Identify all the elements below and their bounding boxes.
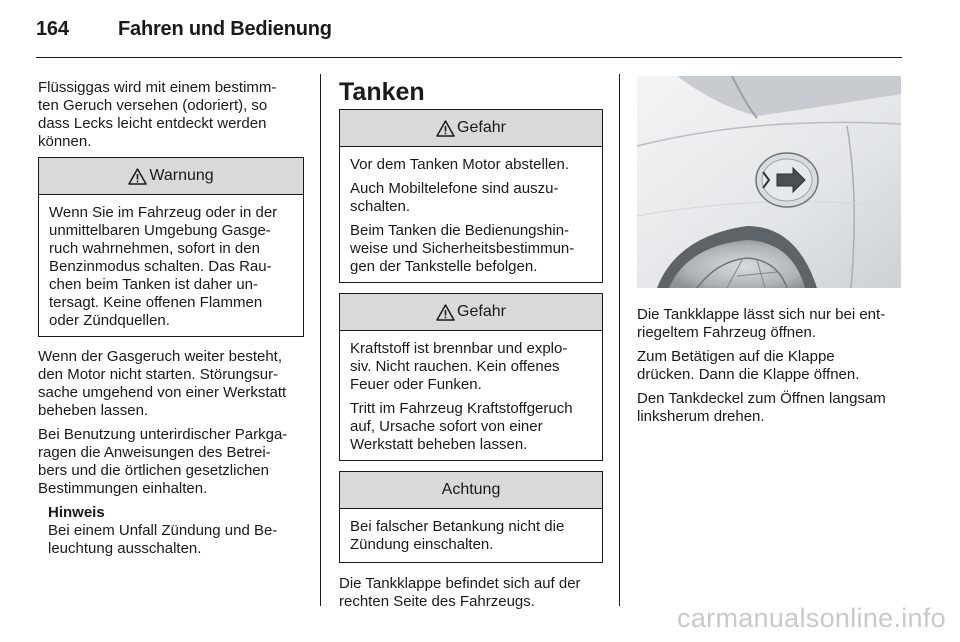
warning-triangle-icon (128, 168, 147, 185)
note-title: Hinweis (48, 504, 105, 521)
danger-text: Vor dem Tanken Motor abstellen. Auch Mobiltelefone sind auszu- schalten. Beim Tanken die Bedienungshin- weise und Sicherheitsbestimmun- gen der Tankstelle befolgen. (350, 156, 575, 275)
warning-title: Warnung (149, 167, 214, 184)
danger-title: Gefahr (457, 119, 506, 136)
danger-box-header (340, 294, 602, 331)
column-1 (38, 79, 304, 558)
paragraph-gas-smell: Wenn der Gasgeruch weiter besteht, den Motor nicht starten. Störungsur- sache umgehend von einer Werkstatt beheben lassen. (38, 348, 287, 419)
warning-triangle-icon (436, 304, 455, 321)
header-rule (36, 57, 902, 58)
watermark: carmanualsonline.info (677, 603, 946, 633)
car-fuel-flap-image (637, 76, 901, 288)
column-2 (339, 77, 603, 617)
fuel-flap-illustration (637, 76, 901, 288)
warning-box-header (39, 158, 303, 195)
page-number: 164 (36, 18, 69, 40)
paragraph-turn-cap: Den Tankdeckel zum Öffnen langsam linksherum drehen. (637, 390, 886, 425)
danger-box (339, 293, 603, 461)
paragraph-unlock: Die Tankklappe lässt sich nur bei ent- riegeltem Fahrzeug öffnen. (637, 306, 886, 341)
caution-box (339, 471, 603, 563)
warning-box (38, 157, 304, 337)
paragraph-open-flap: Zum Betätigen auf die Klappe drücken. Dann die Klappe öffnen. (637, 348, 860, 383)
caution-box-header (340, 472, 602, 509)
paragraph-fuel-flap-location: Die Tankklappe befindet sich auf der rechten Seite des Fahrzeugs. (339, 575, 581, 610)
section-title: Tanken (339, 78, 425, 106)
intro-paragraph: Flüssiggas wird mit einem bestimm- ten Geruch versehen (odoriert), so dass Lecks leicht entdeckt werden können. (38, 79, 277, 150)
danger-box (339, 109, 603, 283)
warning-triangle-icon (436, 120, 455, 137)
column-3 (637, 76, 903, 432)
note-block: Hinweis Bei einem Unfall Zündung und Be- leuchtung ausschalten. (38, 504, 304, 558)
danger-box-header (340, 110, 602, 147)
paragraph-parking-garage: Bei Benutzung unterirdischer Parkga- ragen die Anweisungen des Betrei- bers und die örtlichen gesetzlichen Bestimmungen einhalten. (38, 426, 288, 497)
danger-text: Kraftstoff ist brennbar und explo- siv. Nicht rauchen. Kein offenes Feuer oder Funken. Tritt im Fahrzeug Kraftstoffgeruch auf, Ursache sofort von einer Werkstatt beheben lassen. (350, 340, 573, 453)
column-divider (619, 74, 620, 606)
danger-title: Gefahr (457, 303, 506, 320)
chapter-title: Fahren und Bedienung (118, 18, 332, 40)
caution-title: Achtung (441, 481, 501, 498)
warning-text: Wenn Sie im Fahrzeug oder in der unmittelbaren Umgebung Gasge- ruch wahrnehmen, sofort in den Benzinmodus schalten. Das Rau- chen beim Tanken ist daher un- tersagt. Keine offenen Flammen oder Zündquellen. (49, 204, 278, 329)
column-divider (320, 74, 321, 606)
caution-text: Bei falscher Betankung nicht die Zündung einschalten. (350, 518, 565, 553)
